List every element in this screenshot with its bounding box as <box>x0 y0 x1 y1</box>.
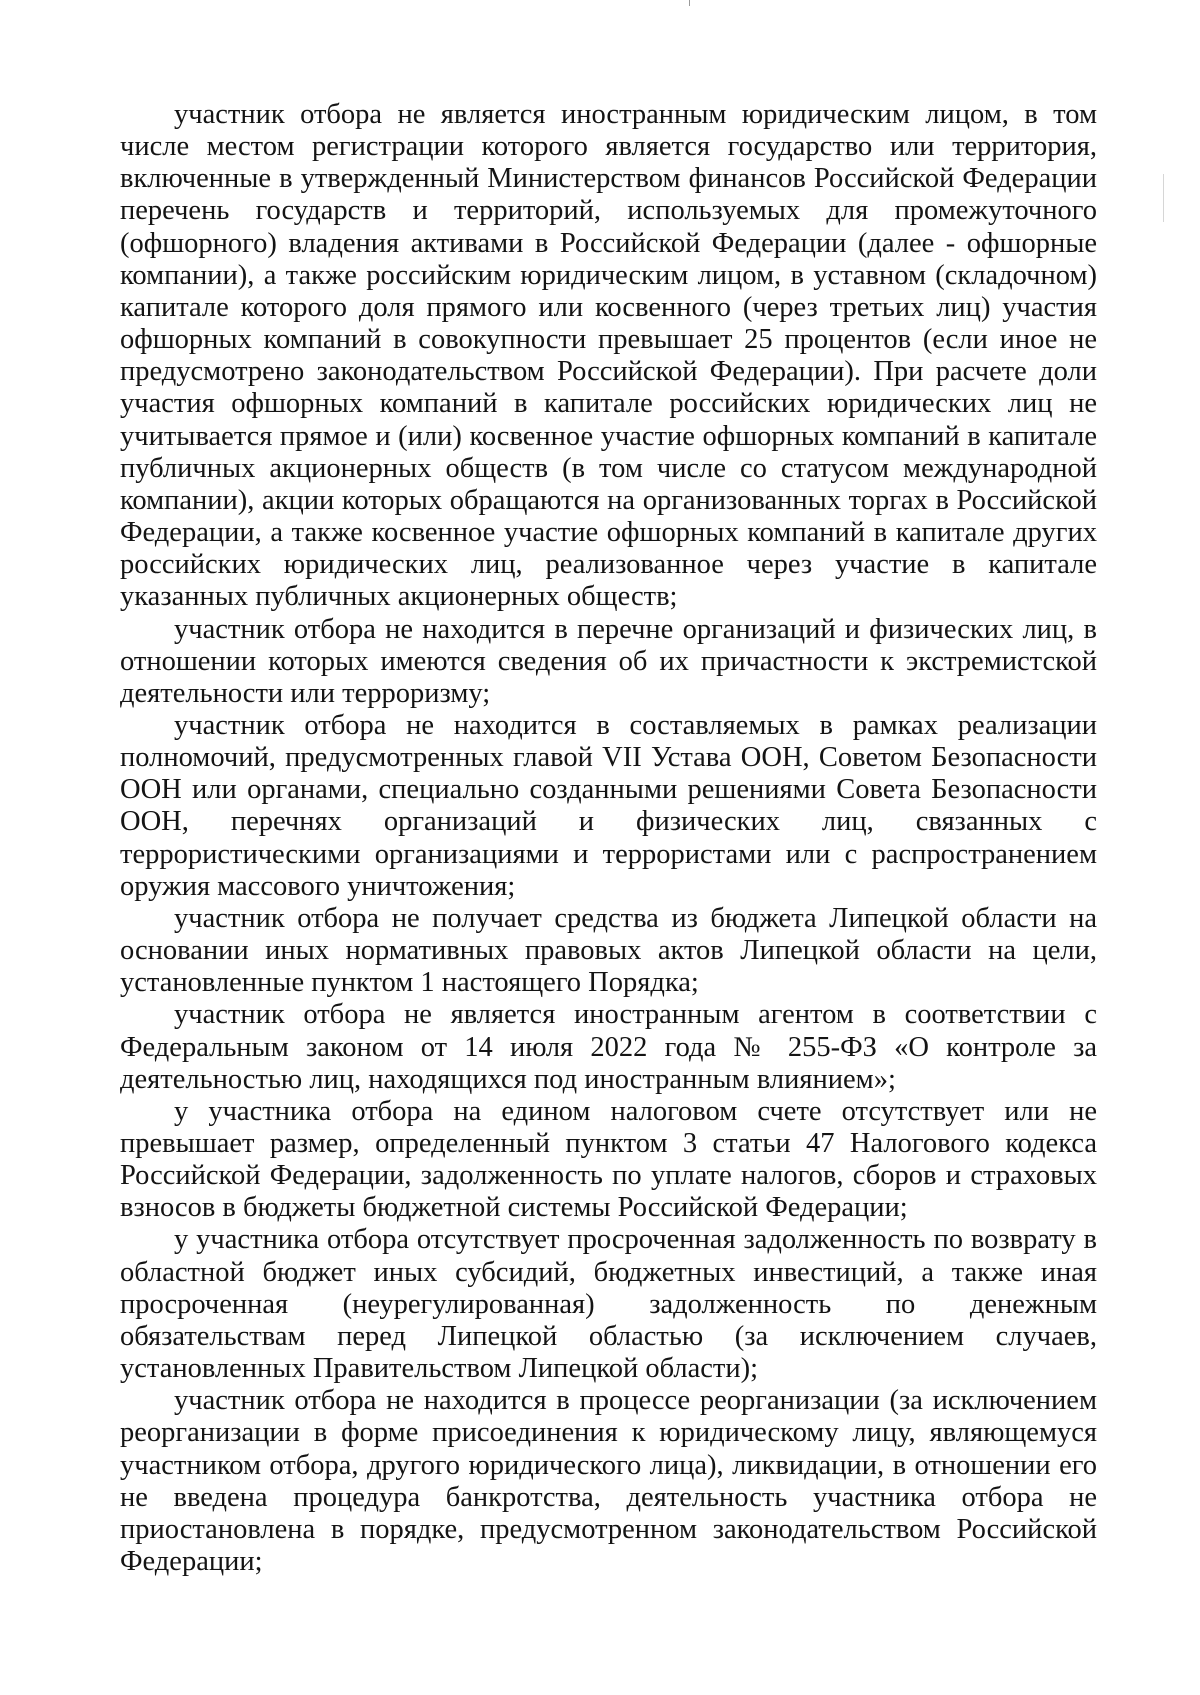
paragraph-extremism-list: участник отбора не находится в перечне организаций и физических лиц, в отношении которых имеются сведения об их причастности к экстремистской деятельности или терроризму; <box>120 613 1097 709</box>
paragraph-tax-debt: у участника отбора на едином налоговом счете отсутствует или не превышает размер, определенный пунктом 3 статьи 47 Налогового кодекса Российской Федерации, задолженность по уплате налогов, сборов и страховых взносов в бюджеты бюджетной системы Российской Федерации; <box>120 1095 1097 1224</box>
paragraph-offshore-entity: участник отбора не является иностранным юридическим лицом, в том числе местом регистрации которого является государство или территория, включенные в утвержденный Министерством финансов Российской Федерации перечень государств и территорий, используемых для промежуточного (офшорного) владения активами в Российской Федерации (далее - офшорные компании), а также российским юридическим лицом, в уставном (складочном) капитале которого доля прямого или косвенного (через третьих лиц) участия офшорных компаний в совокупности превышает 25 процентов (если иное не предусмотрено законодательством Российской Федерации). При расчете доли участия офшорных компаний в капитале российских юридических лиц не учитывается прямое и (или) косвенное участие офшорных компаний в капитале публичных акционерных обществ (в том числе со статусом международной компании), акции которых обращаются на организованных торгах в Российской Федерации, а также косвенное участие офшорных компаний в капитале других российских юридических лиц, реализованное через участие в капитале указанных публичных акционерных обществ; <box>120 99 1097 613</box>
paragraph-foreign-agent: участник отбора не является иностранным агентом в соответствии с Федеральным законом от 14 июля 2022 года № 255-ФЗ «О контроле за деятельностью лиц, находящихся под иностранным влиянием»; <box>120 999 1097 1095</box>
paragraph-overdue-debt: у участника отбора отсутствует просроченная задолженность по возврату в областной бюджет иных субсидий, бюджетных инвестиций, а также иная просроченная (неурегулированная) задолженность по денежным обязательствам перед Липецкой областью (за исключением случаев, установленных Правительством Липецкой области); <box>120 1224 1097 1385</box>
document-body <box>120 99 1097 1578</box>
scan-artifact-mark <box>689 0 690 6</box>
paragraph-other-budget-funds: участник отбора не получает средства из бюджета Липецкой области на основании иных нормативных правовых актов Липецкой области на цели, установленные пунктом 1 настоящего Порядка; <box>120 902 1097 999</box>
scan-artifact-line <box>1163 174 1164 222</box>
paragraph-un-sanctions-list: участник отбора не находится в составляемых в рамках реализации полномочий, предусмотренных главой VII Устава ООН, Советом Безопасности ООН или органами, специально созданными решениями Совета Безопасности ООН, перечнях организаций и физических лиц, связанных с террористическими организациями и террористами или с распространением оружия массового уничтожения; <box>120 709 1097 902</box>
paragraph-reorganization: участник отбора не находится в процессе реорганизации (за исключением реорганизации в форме присоединения к юридическому лицу, являющемуся участником отбора, другого юридического лица), ликвидации, в отношении его не введена процедура банкротства, деятельность участника отбора не приостановлена в порядке, предусмотренном законодательством Российской Федерации; <box>120 1385 1097 1578</box>
